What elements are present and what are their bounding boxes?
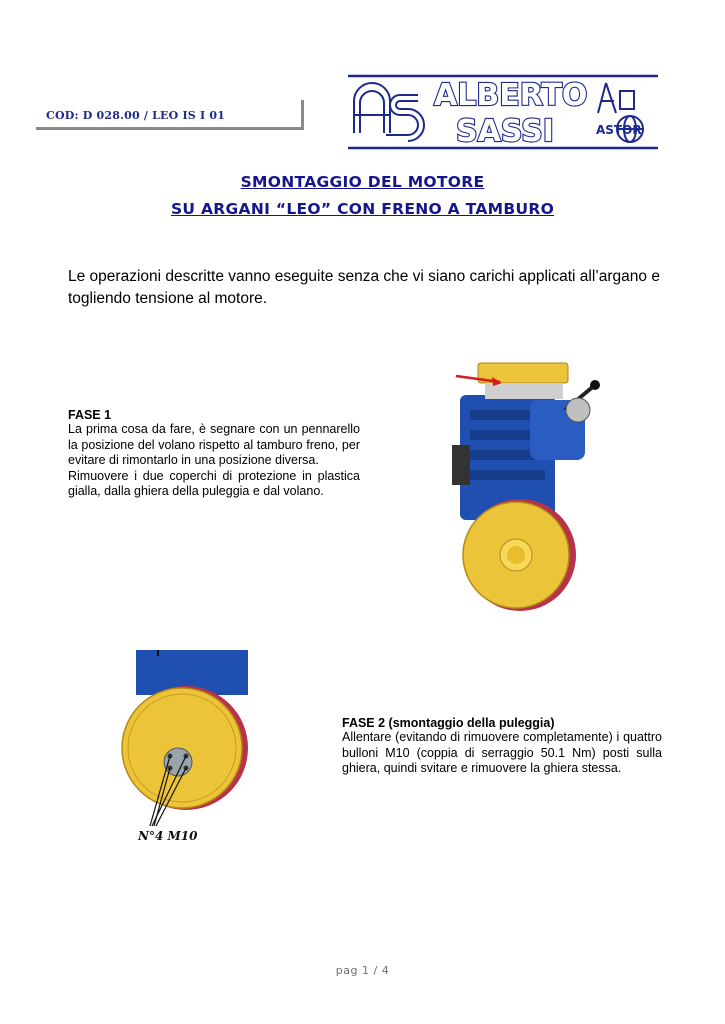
page-title-line-2: SU ARGANI “LEO” CON FRENO A TAMBURO (170, 200, 555, 218)
logo-brand: ASTOR (596, 123, 642, 137)
phase2-section (342, 716, 662, 777)
pulley (122, 688, 242, 808)
phase1-section (68, 408, 360, 500)
intro-paragraph: Le operazioni descritte vanno eseguite senza che vi siano carichi applicati all’argano e togliendo tensione al motore. (68, 268, 660, 307)
document-code: COD: D 028.00 / LEO IS I 01 (46, 109, 226, 122)
logo-name-line2: SASSI (456, 114, 554, 149)
page-number: pag 1 / 4 (335, 964, 390, 977)
phase1-winch-photo (430, 355, 610, 615)
phase1-heading: FASE 1 (68, 408, 112, 422)
bolt-callout-label: N°4 M10 (138, 829, 198, 843)
phase2-paragraph-1: Allentare (evitando di rimuovere completamente) i quattro bulloni M10 (coppia di serraggio 50.1 Nm) posti sulla ghiera, quindi svitare e rimuovere la ghiera stessa. (342, 730, 662, 776)
logo-name-line1: ALBERTO (434, 78, 588, 113)
company-logo (348, 73, 658, 151)
phase1-paragraph-1: La prima cosa da fare, è segnare con un pennarello la posizione del volano rispetto al tamburo freno, per evitare di rimontarlo in una posizione diversa. (68, 422, 360, 468)
phase2-pulley-photo (118, 650, 260, 850)
phase2-heading: FASE 2 (smontaggio della puleggia) (342, 716, 555, 730)
page-title-line-1: SMONTAGGIO DEL MOTORE (240, 173, 485, 191)
monogram-emblem (354, 83, 424, 141)
phase1-paragraph-2: Rimuovere i due coperchi di protezione in plastica gialla, dalla ghiera della puleggia e dal volano. (68, 468, 360, 499)
